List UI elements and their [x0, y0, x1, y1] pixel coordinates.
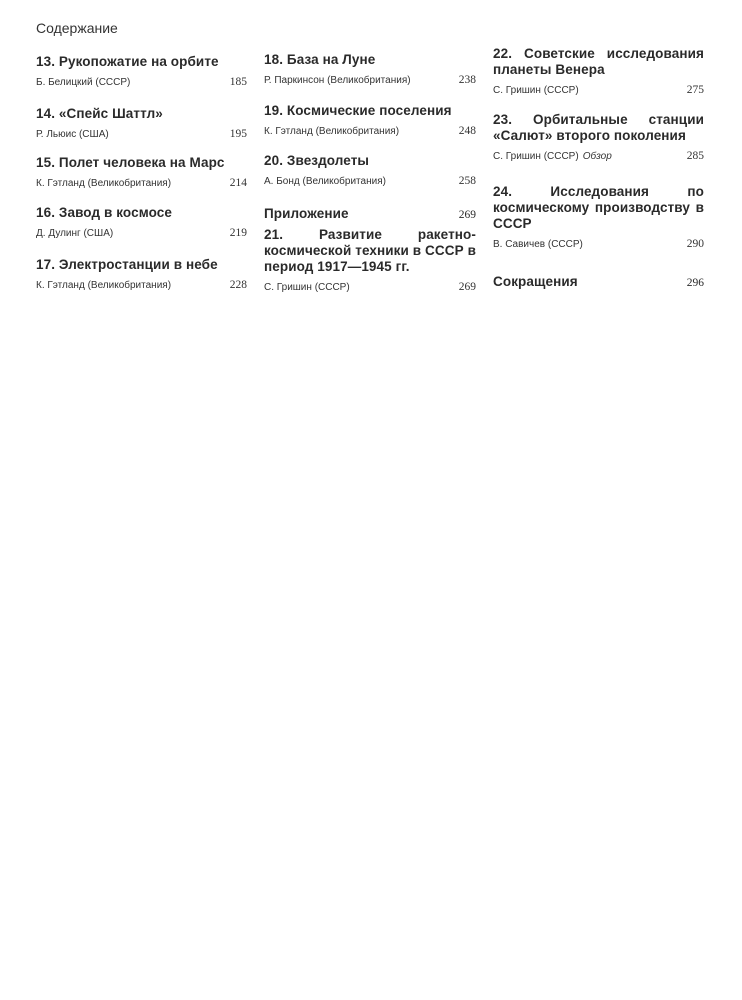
entry-page-number: 269 — [458, 209, 476, 221]
entry-author: К. Гэтланд (Великобритания) — [36, 178, 172, 189]
toc-entry-18[interactable] — [264, 52, 476, 86]
entry-page-number: 285 — [686, 150, 704, 162]
entry-author: С. Гришин (СССР) — [493, 151, 579, 162]
toc-entry-19[interactable] — [264, 103, 476, 137]
entry-author: Р. Льюис (США) — [36, 129, 109, 140]
entry-page-number: 195 — [229, 128, 247, 140]
entry-page-number: 290 — [686, 238, 704, 250]
entry-page-number: 214 — [229, 177, 247, 189]
entry-page-number: 275 — [686, 84, 704, 96]
toc-entry-21[interactable] — [264, 227, 476, 293]
toc-entry-22[interactable] — [493, 46, 704, 96]
entry-page-number: 296 — [686, 277, 704, 289]
entry-title: 13. Рукопожатие на орбите — [36, 54, 219, 69]
entry-author: С. Гришин (СССР) — [264, 282, 350, 293]
page-title: Содержание — [36, 20, 118, 36]
toc-entry-17[interactable] — [36, 257, 247, 291]
entry-author: В. Савичев (СССР) — [493, 239, 583, 250]
entry-title: Приложение — [264, 206, 349, 221]
toc-entry-15[interactable] — [36, 155, 247, 189]
entry-page-number: 248 — [458, 125, 476, 137]
entry-title: 14. «Спейс Шаттл» — [36, 106, 163, 121]
entry-title: 15. Полет человека на Марс — [36, 155, 225, 170]
toc-entry-24[interactable] — [493, 184, 704, 250]
entry-author: Р. Паркинсон (Великобритания) — [264, 75, 411, 86]
entry-page-number: 238 — [458, 74, 476, 86]
toc-entry-20[interactable] — [264, 153, 476, 187]
entry-author: К. Гэтланд (Великобритания) — [264, 126, 400, 137]
entry-author: С. Гришин (СССР) — [493, 85, 579, 96]
toc-entry-16[interactable] — [36, 205, 247, 239]
entry-author: Д. Дулинг (США) — [36, 228, 114, 239]
toc-entry-abbreviations[interactable] — [493, 274, 704, 290]
toc-entry-appendix[interactable] — [264, 206, 476, 222]
toc-entry-23[interactable] — [493, 112, 704, 162]
entry-title: 24. Исследования по космическому производству в СССР — [493, 184, 704, 231]
entry-page-number: 185 — [229, 76, 247, 88]
entry-page-number: 258 — [458, 175, 476, 187]
entry-title: 21. Развитие ракетно-космической техники в СССР в период 1917—1945 гг. — [264, 227, 476, 274]
entry-title: Сокращения — [493, 274, 578, 289]
entry-author: А. Бонд (Великобритания) — [264, 176, 386, 187]
entry-page-number: 228 — [229, 279, 247, 291]
entry-page-number: 219 — [229, 227, 247, 239]
entry-title: 17. Электростанции в небе — [36, 257, 218, 272]
toc-entry-13[interactable] — [36, 54, 247, 88]
entry-title: 23. Орбитальные станции «Салют» второго поколения — [493, 112, 704, 143]
toc-entry-14[interactable] — [36, 106, 247, 140]
entry-title: 18. База на Луне — [264, 52, 376, 67]
entry-author: Б. Белицкий (СССР) — [36, 77, 131, 88]
entry-author: К. Гэтланд (Великобритания) — [36, 280, 172, 291]
entry-page-number: 269 — [458, 281, 476, 293]
entry-note: Обзор — [582, 151, 612, 162]
entry-title: 20. Звездолеты — [264, 153, 370, 168]
entry-title: 19. Космические поселения — [264, 103, 452, 118]
entry-title: 22. Советские исследования планеты Венера — [493, 46, 704, 77]
entry-title: 16. Завод в космосе — [36, 205, 172, 220]
